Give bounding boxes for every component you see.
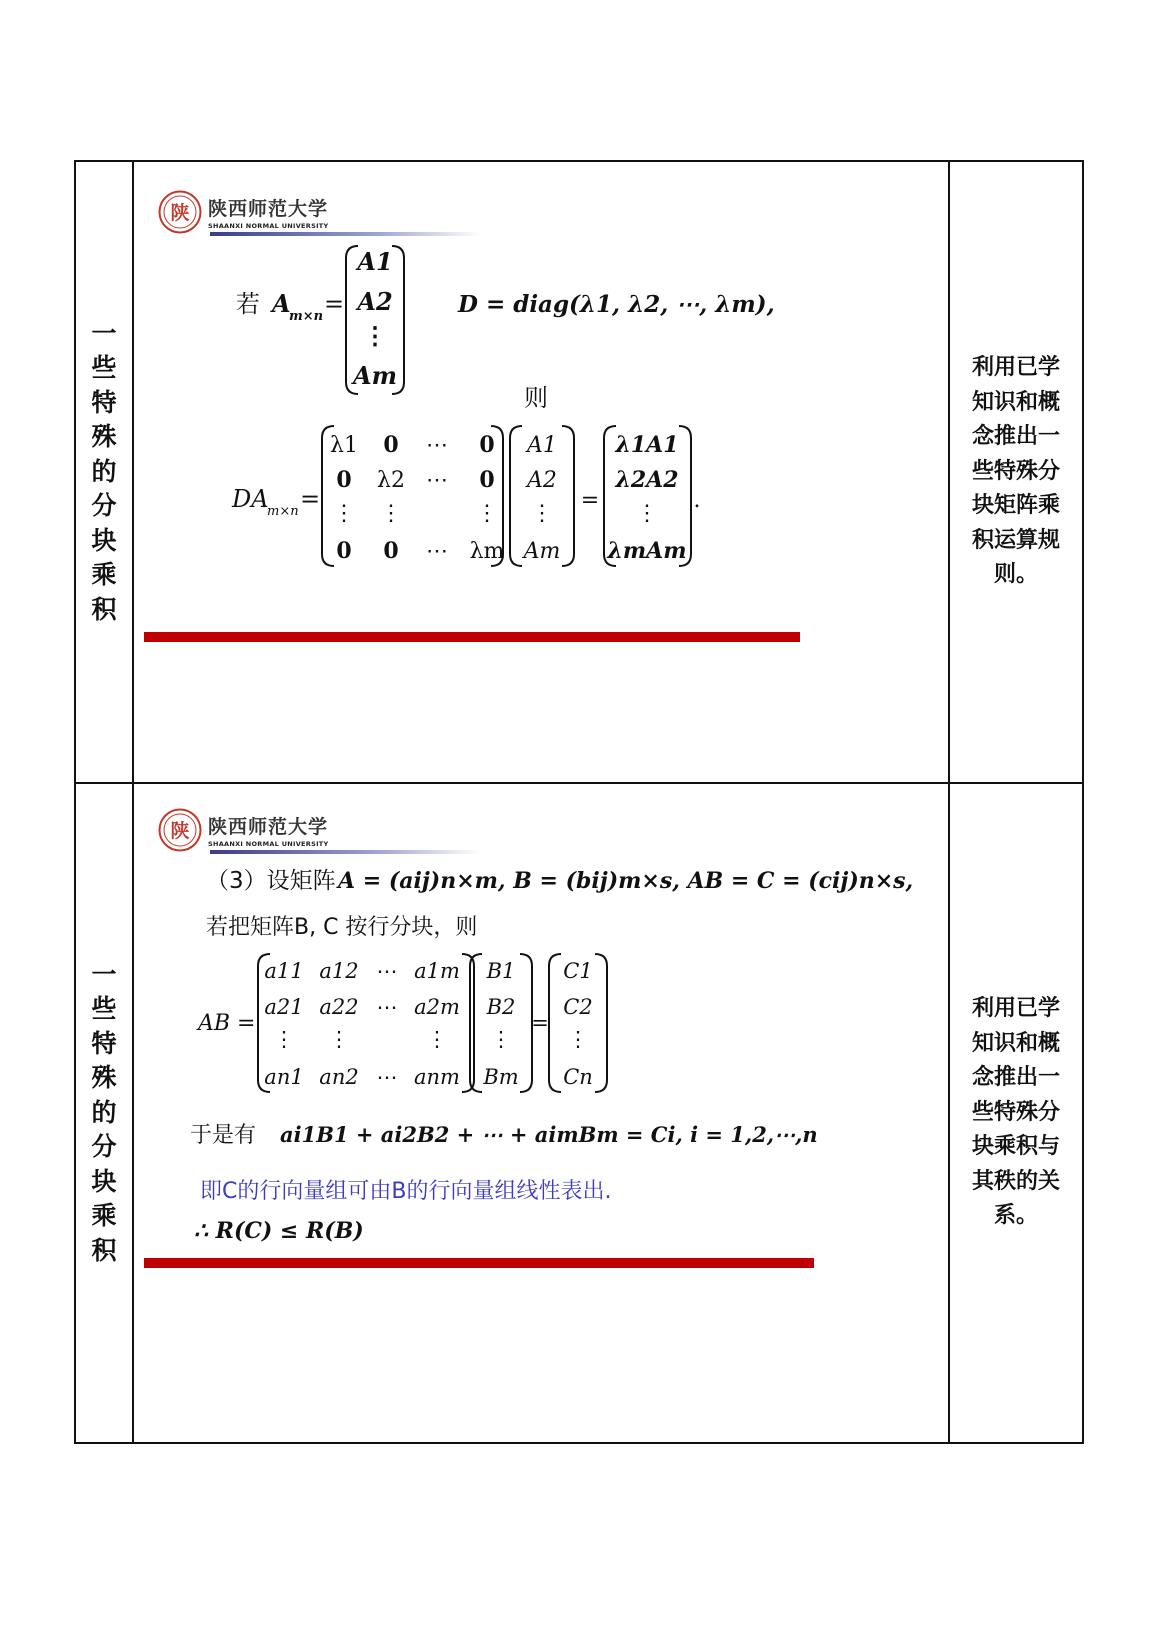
label-char: 乘 (91, 560, 117, 590)
matrix-entry: A2 (527, 468, 557, 493)
note-line: 利用已学 (971, 996, 1060, 1022)
label-char: 特 (91, 387, 117, 417)
matrix-entry: ⋮ (490, 1027, 512, 1051)
seal-char: 陕 (170, 202, 190, 224)
matrix-entry: λ1A1 (615, 432, 679, 458)
main-table (74, 160, 1084, 1444)
label-char: 的 (91, 1097, 117, 1127)
matrix-entry: B1 (486, 959, 516, 983)
matrix-entry: λmAm (607, 538, 687, 564)
label-char: 些 (91, 353, 117, 383)
label-char: 一 (91, 959, 117, 989)
matrix-entry: ⋮ (333, 501, 355, 526)
label-char: 殊 (91, 422, 117, 452)
DA-label: DA (232, 485, 269, 513)
label-char: 殊 (91, 1063, 117, 1093)
note-line: 些特殊分 (971, 1099, 1060, 1125)
item-formula: A = (aij)n×m, B = (bij)m×s, AB = C = (cij)n×s, (338, 868, 914, 894)
matrix-entry: λm (469, 539, 505, 564)
matrix-entry: ⋯ (376, 995, 398, 1019)
matrix-entry: 0 (479, 467, 495, 493)
text-ze: 则 (524, 384, 548, 412)
matrix-entry: ⋮ (273, 1027, 295, 1051)
text-ruo: 若 (236, 290, 260, 318)
matrix-entry: λ2 (377, 468, 405, 493)
teaching-note (950, 162, 1082, 782)
seal-char: 陕 (170, 820, 190, 842)
label-char: 分 (91, 491, 117, 521)
matrix-entry: a12 (319, 959, 359, 983)
matrix-entry: A2 (357, 287, 393, 316)
logo-en: SHAANXI NORMAL UNIVERSITY (208, 222, 329, 230)
label-char: 积 (91, 594, 117, 624)
slide-cell (133, 161, 949, 783)
matrix-entry: A1 (527, 433, 557, 458)
note-line: 其秩的关 (971, 1168, 1060, 1194)
AB-label: AB = (198, 1011, 256, 1036)
matrix-entry: C2 (563, 995, 593, 1019)
note-cell (949, 783, 1083, 1443)
matrix-entry: a2m (414, 995, 460, 1019)
matrix-entry: an1 (264, 1065, 304, 1089)
matrix-entry: anm (414, 1065, 460, 1089)
matrix-entry: ⋮ (426, 1027, 448, 1051)
period: . (693, 488, 701, 513)
matrix-entry: ⋮ (636, 501, 658, 526)
line2-text: 若把矩阵B, C 按行分块，则 (206, 915, 478, 940)
D-definition: D = diag(λ1, λ2, ⋯, λm), (458, 291, 775, 318)
matrix-entry: a22 (319, 995, 359, 1019)
matrix-entry: ⋯ (376, 1065, 398, 1089)
label-char: 块 (91, 1166, 117, 1196)
matrix-entry: 0 (479, 432, 495, 458)
matrix-entry: ⋯ (426, 468, 448, 493)
note-line: 块乘积与 (971, 1134, 1060, 1160)
note-line: 块矩阵乘 (971, 493, 1060, 519)
label-char: 些 (91, 994, 117, 1024)
table-row (75, 783, 1083, 1443)
note-line: 利用已学 (971, 355, 1060, 381)
label-char: 块 (91, 525, 117, 555)
matrix-entry: Am (352, 361, 398, 390)
symbol-A: A (272, 289, 291, 318)
note-line: 知识和概 (971, 389, 1060, 415)
slide-2 (134, 784, 948, 1442)
matrix-entry: Cn (563, 1065, 593, 1089)
slide-cell (133, 783, 949, 1443)
logo-cn: 陕西师范大学 (208, 198, 329, 220)
label-char: 分 (91, 1132, 117, 1162)
DA-sub: m×n (267, 504, 299, 519)
note-cell (949, 161, 1083, 783)
matrix-entry: B2 (486, 995, 516, 1019)
label-char: 的 (91, 456, 117, 486)
yushi-formula: ai1B1 + ai2B2 + ⋯ + aimBm = Ci, i = 1,2,⋯,n (280, 1122, 818, 1147)
matrix-entry: ⋮ (476, 501, 498, 526)
table-row (75, 161, 1083, 783)
matrix-entry: 0 (336, 467, 352, 493)
matrix-entry: λ1 (330, 433, 358, 458)
note-line: 系。 (993, 1203, 1038, 1229)
matrix-entry: ⋯ (376, 959, 398, 983)
vertical-label (76, 784, 132, 1442)
teaching-note (950, 784, 1082, 1442)
matrix-entry: ⋮ (531, 501, 553, 526)
matrix-entry: λ2A2 (615, 467, 679, 493)
matrix-entry: ⋮ (567, 1027, 589, 1051)
matrix-entry: a1m (414, 959, 460, 983)
matrix-entry: Am (523, 539, 561, 564)
yushi-text: 于是有 (190, 1123, 257, 1148)
vertical-label (76, 162, 132, 782)
red-divider (144, 632, 800, 642)
note-line: 念推出一 (971, 1065, 1060, 1091)
left-label-cell (75, 161, 133, 783)
matrix-entry: A1 (357, 247, 393, 276)
matrix-entry: 0 (383, 432, 399, 458)
equals-sign: = (324, 290, 345, 318)
label-char: 积 (91, 1235, 117, 1265)
equals-sign: = (531, 1011, 549, 1035)
formula-block-2 (134, 784, 914, 1442)
note-line: 念推出一 (971, 424, 1060, 450)
label-char: 乘 (91, 1201, 117, 1231)
equals-sign: = (300, 485, 321, 513)
matrix-entry: C1 (563, 959, 593, 983)
note-line: 积运算规 (971, 527, 1060, 553)
ji-text: 即C的行向量组可由B的行向量组线性表出. (200, 1179, 612, 1204)
red-divider (144, 1258, 814, 1268)
note-line: 些特殊分 (971, 458, 1060, 484)
formula-block-1 (134, 162, 914, 782)
matrix-entry: ⋮ (380, 501, 402, 526)
logo-cn: 陕西师范大学 (208, 816, 329, 838)
matrix-entry: ⋮ (363, 321, 387, 350)
matrix-entry: a21 (264, 995, 304, 1019)
label-char: 特 (91, 1028, 117, 1058)
matrix-entry: ⋯ (426, 539, 448, 564)
matrix-entry: ⋯ (426, 433, 448, 458)
matrix-entry: Bm (483, 1065, 519, 1089)
equals-sign: = (580, 488, 600, 513)
logo-en: SHAANXI NORMAL UNIVERSITY (208, 840, 329, 848)
matrix-entry: a11 (264, 959, 304, 983)
note-line: 则。 (993, 562, 1038, 588)
slide-1 (134, 162, 948, 782)
item-prefix: （3）设矩阵 (206, 868, 336, 894)
note-line: 知识和概 (971, 1030, 1060, 1056)
symbol-A-sub: m×n (289, 309, 324, 324)
matrix-entry: 0 (336, 538, 352, 564)
matrix-entry: 0 (383, 538, 399, 564)
matrix-entry: ⋮ (328, 1027, 350, 1051)
left-label-cell (75, 783, 133, 1443)
label-char: 一 (91, 318, 117, 348)
therefore-line: ∴ R(C) ≤ R(B) (194, 1218, 364, 1244)
matrix-entry: an2 (319, 1065, 359, 1089)
